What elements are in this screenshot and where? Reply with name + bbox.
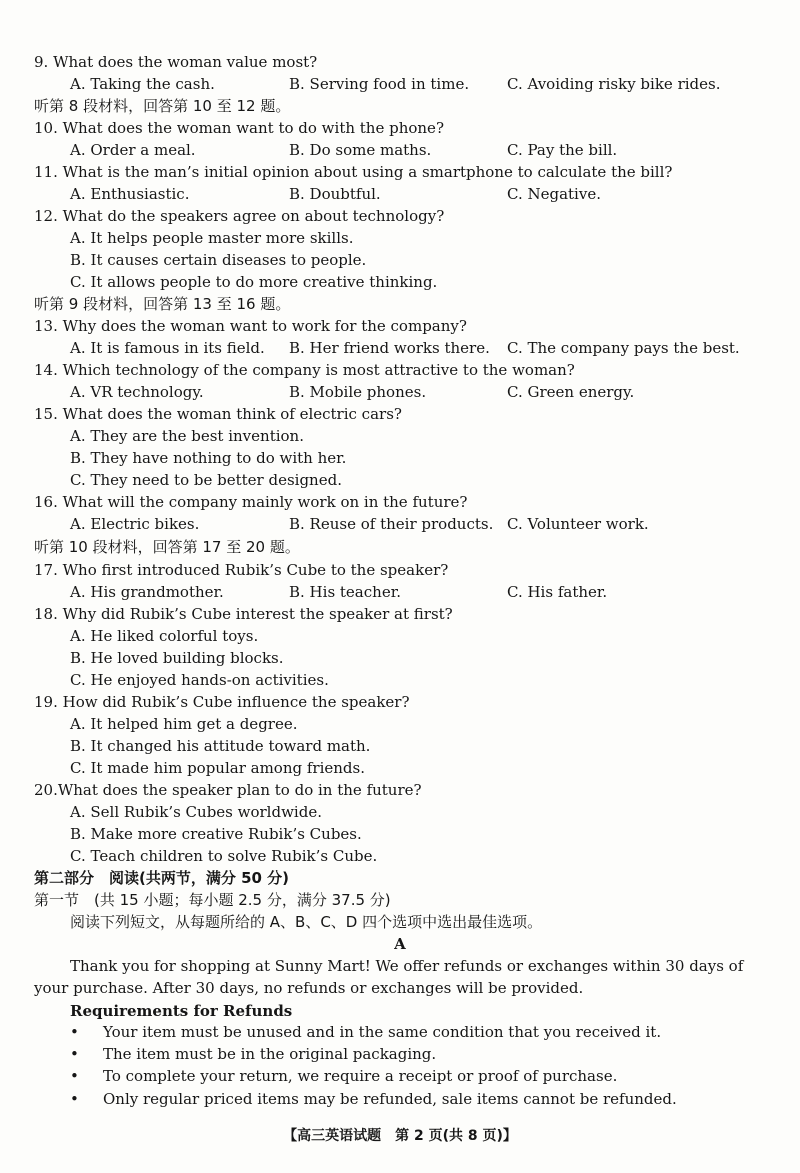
bullet-icon: • xyxy=(70,1023,79,1041)
option-a: A. Sell Rubik’s Cubes worldwide. xyxy=(70,803,322,821)
option-a: A. It helps people master more skills. xyxy=(70,229,354,247)
option-a: A. Order a meal. xyxy=(70,141,196,159)
option-a: A. His grandmother. xyxy=(70,583,224,601)
option-b: B. Her friend works there. xyxy=(289,339,490,357)
question-stem: 20.What does the speaker plan to do in the future? xyxy=(34,781,422,799)
list-item-text: The item must be in the original packaging. xyxy=(103,1045,437,1063)
option-c: C. Pay the bill. xyxy=(507,141,618,159)
option-c: C. His father. xyxy=(507,583,608,601)
option-c: C. Volunteer work. xyxy=(507,515,649,533)
bullet-icon: • xyxy=(70,1045,79,1063)
question-stem: 16. What will the company mainly work on in the future? xyxy=(34,493,468,511)
option-c: C. Negative. xyxy=(507,185,601,203)
question-stem: 10. What does the woman want to do with the phone? xyxy=(34,119,444,137)
question-stem: 18. Why did Rubik’s Cube interest the speaker at first? xyxy=(34,605,453,623)
bullet-icon: • xyxy=(70,1067,79,1085)
option-c: C. It made him popular among friends. xyxy=(70,759,365,777)
bullet-icon: • xyxy=(70,1090,79,1108)
option-b: B. Make more creative Rubik’s Cubes. xyxy=(70,825,362,843)
option-a: A. Electric bikes. xyxy=(70,515,200,533)
list-item-text: To complete your return, we require a receipt or proof of purchase. xyxy=(103,1067,618,1085)
list-item-text: Only regular priced items may be refunded, sale items cannot be refunded. xyxy=(103,1090,677,1108)
question-stem: 17. Who first introduced Rubik’s Cube to the speaker? xyxy=(34,561,449,579)
option-c: C. They need to be better designed. xyxy=(70,471,342,489)
option-b: B. His teacher. xyxy=(289,583,401,601)
question-stem: 13. Why does the woman want to work for the company? xyxy=(34,317,467,335)
option-b: B. Do some maths. xyxy=(289,141,432,159)
option-b: B. He loved building blocks. xyxy=(70,649,284,667)
option-c: C. Green energy. xyxy=(507,383,635,401)
option-c: C. Teach children to solve Rubik’s Cube. xyxy=(70,847,378,865)
option-a: A. Taking the cash. xyxy=(70,75,215,93)
section-heading: 听第 9 段材料，回答第 13 至 16 题。 xyxy=(34,295,291,313)
question-stem: 15. What does the woman think of electric cars? xyxy=(34,405,402,423)
passage-label: A xyxy=(394,935,406,953)
option-a: A. Enthusiastic. xyxy=(70,185,190,203)
option-b: B. Reuse of their products. xyxy=(289,515,494,533)
option-a: A. They are the best invention. xyxy=(70,427,304,445)
list-item-text: Your item must be unused and in the same condition that you received it. xyxy=(103,1023,662,1041)
option-a: A. It helped him get a degree. xyxy=(70,715,298,733)
option-c: C. The company pays the best. xyxy=(507,339,740,357)
option-a: A. He liked colorful toys. xyxy=(70,627,259,645)
section-heading: 听第 10 段材料，回答第 17 至 20 题。 xyxy=(34,538,300,556)
option-b: B. Mobile phones. xyxy=(289,383,427,401)
question-stem: 14. Which technology of the company is most attractive to the woman? xyxy=(34,361,575,379)
section-heading: 第一节 (共 15 小题；每小题 2.5 分，满分 37.5 分) xyxy=(34,891,391,909)
question-stem: 9. What does the woman value most? xyxy=(34,53,318,71)
requirements-heading: Requirements for Refunds xyxy=(70,1002,293,1020)
passage-paragraph: Thank you for shopping at Sunny Mart! We offer refunds or exchanges within 30 days of xyxy=(70,957,744,975)
option-c: C. Avoiding risky bike rides. xyxy=(507,75,721,93)
page-footer: 【高三英语试题 第 2 页(共 8 页)】 xyxy=(283,1128,517,1144)
option-c: C. He enjoyed hands-on activities. xyxy=(70,671,329,689)
option-b: B. They have nothing to do with her. xyxy=(70,449,347,467)
question-stem: 11. What is the man’s initial opinion about using a smartphone to calculate the bill? xyxy=(34,163,673,181)
option-a: A. VR technology. xyxy=(70,383,204,401)
option-a: A. It is famous in its field. xyxy=(70,339,265,357)
section-heading: 听第 8 段材料，回答第 10 至 12 题。 xyxy=(34,97,291,115)
question-stem: 19. How did Rubik’s Cube influence the speaker? xyxy=(34,693,410,711)
option-b: B. It changed his attitude toward math. xyxy=(70,737,371,755)
instruction: 阅读下列短文，从每题所给的 A、B、C、D 四个选项中选出最佳选项。 xyxy=(70,913,543,931)
option-b: B. Serving food in time. xyxy=(289,75,470,93)
option-b: B. Doubtful. xyxy=(289,185,381,203)
option-b: B. It causes certain diseases to people. xyxy=(70,251,367,269)
question-stem: 12. What do the speakers agree on about technology? xyxy=(34,207,445,225)
option-c: C. It allows people to do more creative thinking. xyxy=(70,273,438,291)
passage-paragraph: your purchase. After 30 days, no refunds or exchanges will be provided. xyxy=(34,979,584,997)
part-heading: 第二部分 阅读(共两节，满分 50 分) xyxy=(34,869,290,887)
